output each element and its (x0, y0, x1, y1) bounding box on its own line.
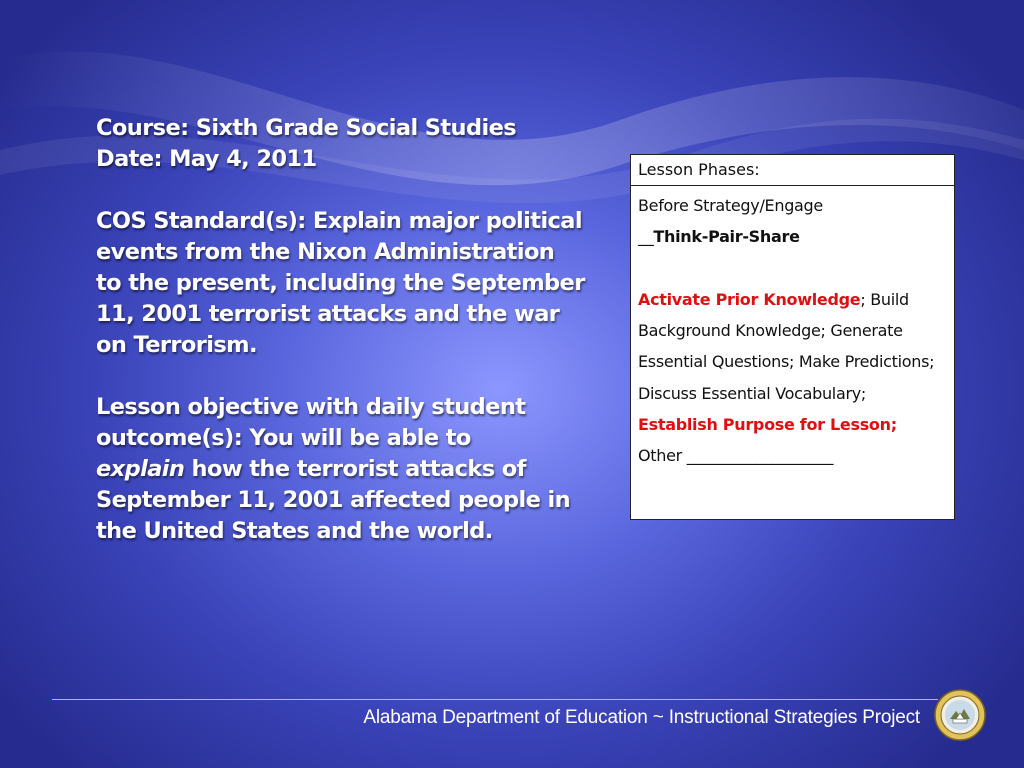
other-line: Other ___________________ (638, 446, 834, 466)
before-strategy: Before Strategy/Engage (638, 196, 823, 215)
lesson-phases-body (631, 186, 954, 476)
activate-prior-knowledge: Activate Prior Knowledge (638, 289, 861, 309)
lesson-phases-box (630, 154, 955, 520)
cos-standard: COS Standard(s): Explain major political events from the Nixon Administration to the present, including the September 11, 2001 terrorist attacks and the war on Terrorism. (96, 208, 585, 358)
think-pair-share: Think-Pair-Share (653, 227, 800, 247)
objective-rest: how the terrorist attacks of September 11, 2001 affected people in the United States and the world. (96, 456, 571, 544)
lesson-details (96, 113, 586, 547)
strategies-middle: ; Build Background Knowledge; Generate Essential Questions; Make Predictions; Discuss Essential Vocabulary; (638, 289, 935, 403)
establish-purpose: Establish Purpose for Lesson; (638, 415, 897, 435)
objective-emphasis: explain (96, 456, 185, 482)
footer-text: Alabama Department of Education ~ Instructional Strategies Project (363, 707, 920, 728)
think-pair-share-line: __Think-Pair-Share (638, 227, 800, 247)
strategies-list (638, 284, 947, 440)
lesson-phases-header: Lesson Phases: (631, 155, 954, 186)
state-seal-icon (934, 689, 986, 741)
footer-divider (52, 699, 938, 700)
date-line: Date: May 4, 2011 (96, 146, 317, 172)
course-line: Course: Sixth Grade Social Studies (96, 115, 517, 141)
lesson-objective (96, 392, 586, 547)
objective-intro: Lesson objective with daily student outcome(s): You will be able to (96, 394, 526, 451)
